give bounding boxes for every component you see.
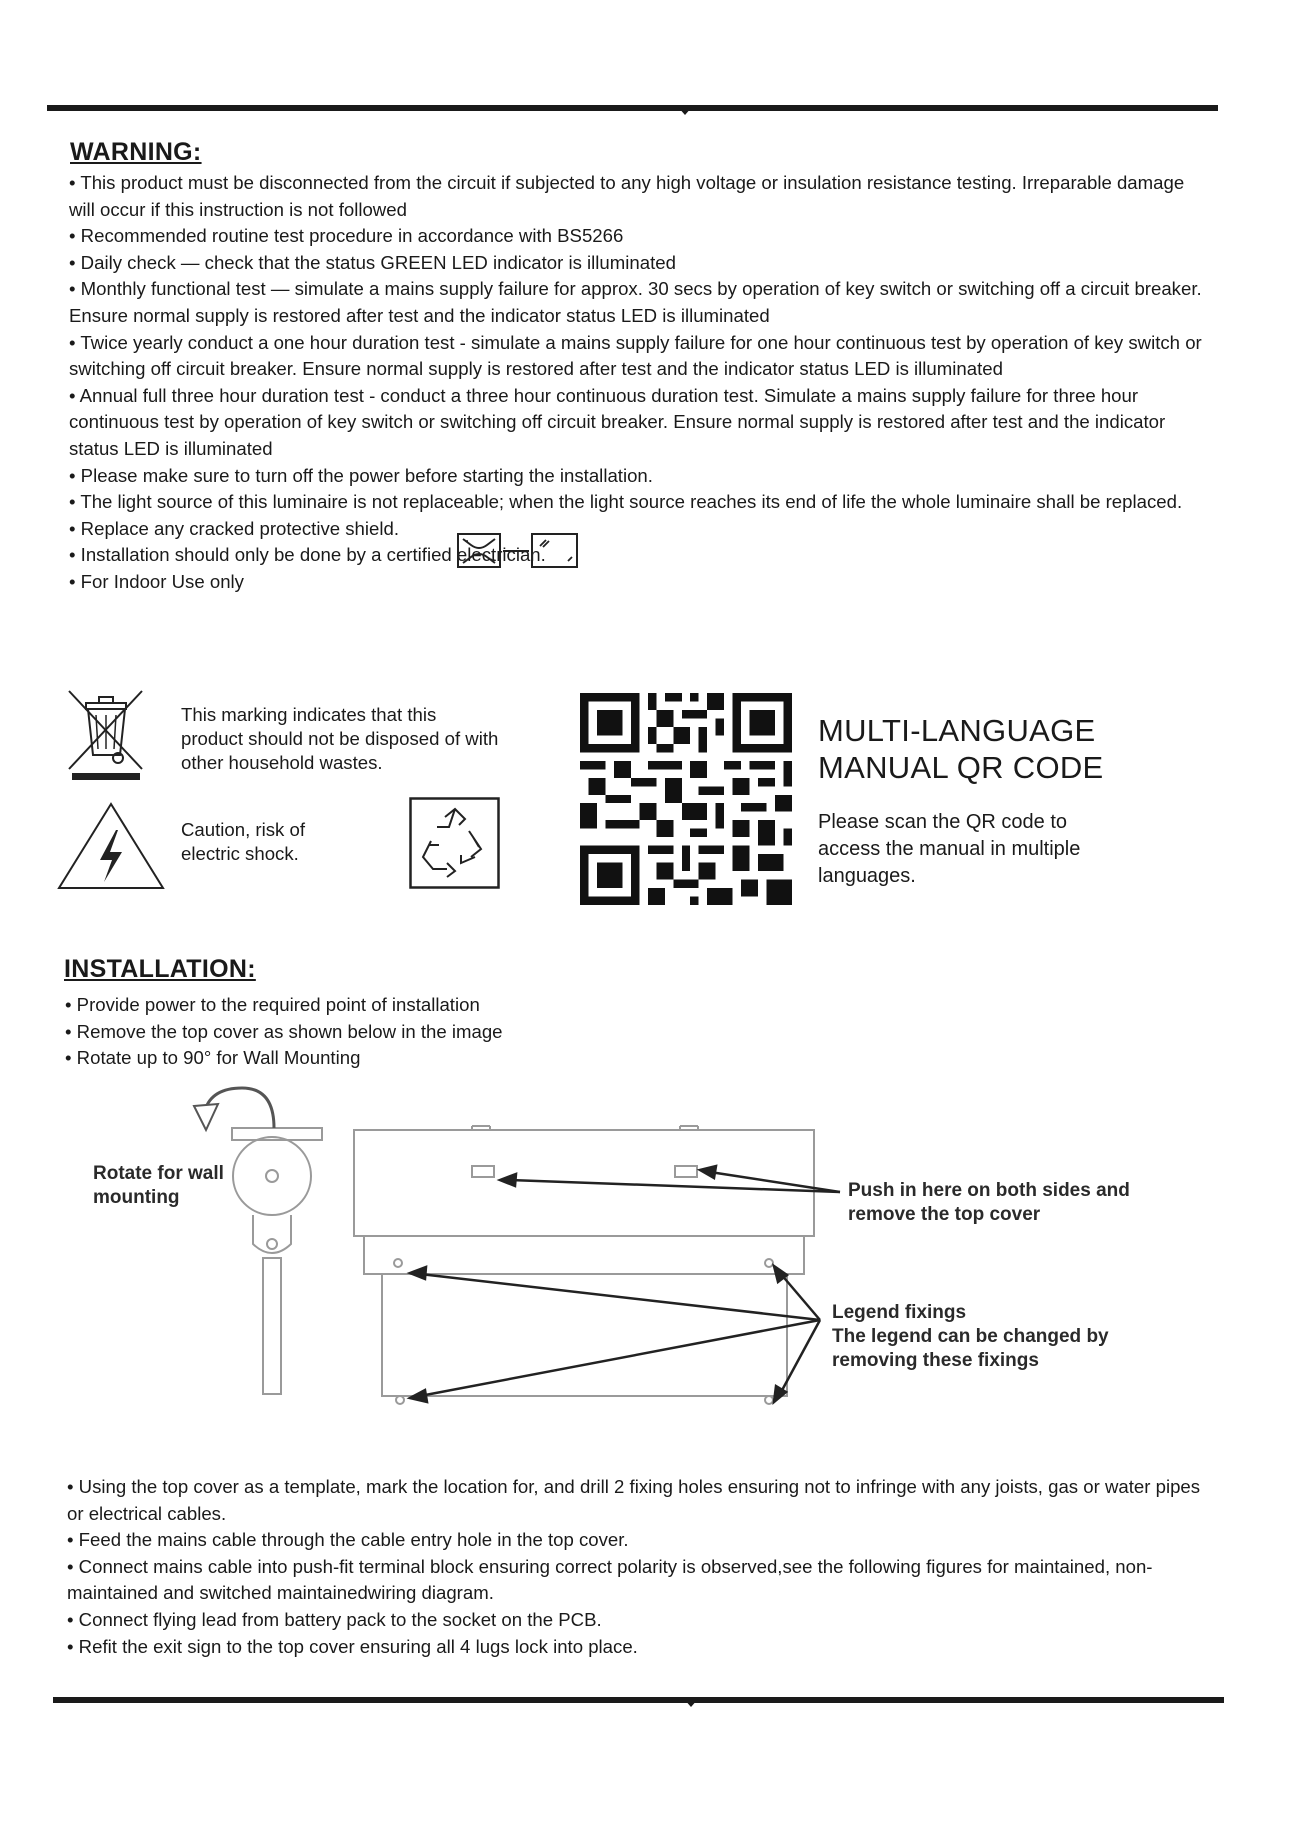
warning-item: • The light source of this luminaire is not replaceable; when the light source reaches its end of life the whole luminaire shall be replaced. <box>69 491 1183 513</box>
rotate-label <box>93 1162 224 1210</box>
warning-item: • This product must be disconnected from the circuit if subjected to any high voltage or insulation resistance testing. Irreparable damage will occur if this instruction is not followed <box>69 172 1185 220</box>
warning-item: • Please make sure to turn off the power before starting the installation. <box>69 464 653 486</box>
installation-step: • Feed the mains cable through the cable entry hole in the top cover. <box>67 1529 629 1551</box>
legend-label-line: The legend can be changed by <box>832 1326 1109 1347</box>
warning-item: • Annual full three hour duration test - conduct a three hour continuous duration test. Simulate a mains supply failure for three hour continuous test by operation of key switch or switching off circuit breaker. Ensure normal supply is restored after test and the indicator status LED is illuminated <box>69 384 1166 459</box>
rotate-label-line: Rotate for wall <box>93 1163 224 1184</box>
rotate-label-line: mounting <box>93 1187 180 1208</box>
legend-label-line: Legend fixings <box>832 1302 967 1323</box>
warning-item: • Daily check — check that the status GREEN LED indicator is illuminated <box>69 251 676 273</box>
recycle-icon <box>409 797 500 889</box>
installation-step: • Using the top cover as a template, mark the location for, and drill 2 fixing holes ensuring not to infringe with any joists, gas or water pipes or electrical cables. <box>67 1476 1201 1524</box>
top-divider <box>47 105 1218 111</box>
installation-heading: INSTALLATION: <box>64 955 256 983</box>
push-label-line: remove the top cover <box>848 1204 1041 1225</box>
cracked-shield-icon <box>457 533 579 569</box>
push-label-line: Push in here on both sides and <box>848 1180 1130 1201</box>
electric-shock-icon <box>56 802 166 890</box>
crossed-bin-icon <box>66 689 148 781</box>
warning-heading: WARNING: <box>70 138 202 166</box>
warning-item: • Twice yearly conduct a one hour duration test - simulate a mains supply failure for one hour continuous test by operation of key switch or switching off circuit breaker. Ensure normal supply is restored after test and the indicator status LED is illuminated <box>69 331 1202 380</box>
shock-caption: Caution, risk of electric shock. <box>181 819 306 864</box>
warning-item: • Monthly functional test — simulate a mains supply failure for approx. 30 secs by operation of key switch or switching off a circuit breaker. Ensure normal supply is restored after test and the indicator status LED is illuminated <box>69 278 1202 326</box>
bottom-divider <box>53 1697 1224 1703</box>
warning-list <box>69 170 1214 596</box>
installation-steps-after <box>67 1474 1207 1660</box>
installation-step: • Rotate up to 90° for Wall Mounting <box>65 1047 361 1069</box>
installation-step: • Connect mains cable into push-fit terminal block ensuring correct polarity is observed,see the following figures for maintained, non-maintained and switched maintainedwiring diagram. <box>67 1555 1153 1604</box>
installation-step: • Connect flying lead from battery pack to the socket on the PCB. <box>67 1608 602 1630</box>
installation-step: • Remove the top cover as shown below in the image <box>65 1020 503 1042</box>
push-label <box>848 1179 1130 1227</box>
legend-fixings-label <box>832 1301 1109 1373</box>
qr-description: Please scan the QR code to access the manual in multiple languages. <box>818 811 1081 887</box>
qr-code <box>580 693 792 905</box>
installation-step: • Provide power to the required point of installation <box>65 994 480 1015</box>
legend-label-line: removing these fixings <box>832 1350 1039 1371</box>
warning-item: • For Indoor Use only <box>69 570 244 592</box>
installation-step: • Refit the exit sign to the top cover ensuring all 4 lugs lock into place. <box>67 1635 638 1657</box>
qr-title-line2: MANUAL QR CODE <box>818 750 1104 785</box>
warning-item: • Replace any cracked protective shield. <box>69 517 400 539</box>
weee-caption: This marking indicates that this product should not be disposed of with other household wastes. <box>181 704 499 773</box>
installation-steps-before <box>65 992 1165 1072</box>
warning-item: • Installation should only be done by a certified electrician. <box>69 544 546 566</box>
warning-item: • Recommended routine test procedure in accordance with BS5266 <box>69 225 624 247</box>
qr-title-line1: MULTI-LANGUAGE <box>818 713 1096 748</box>
